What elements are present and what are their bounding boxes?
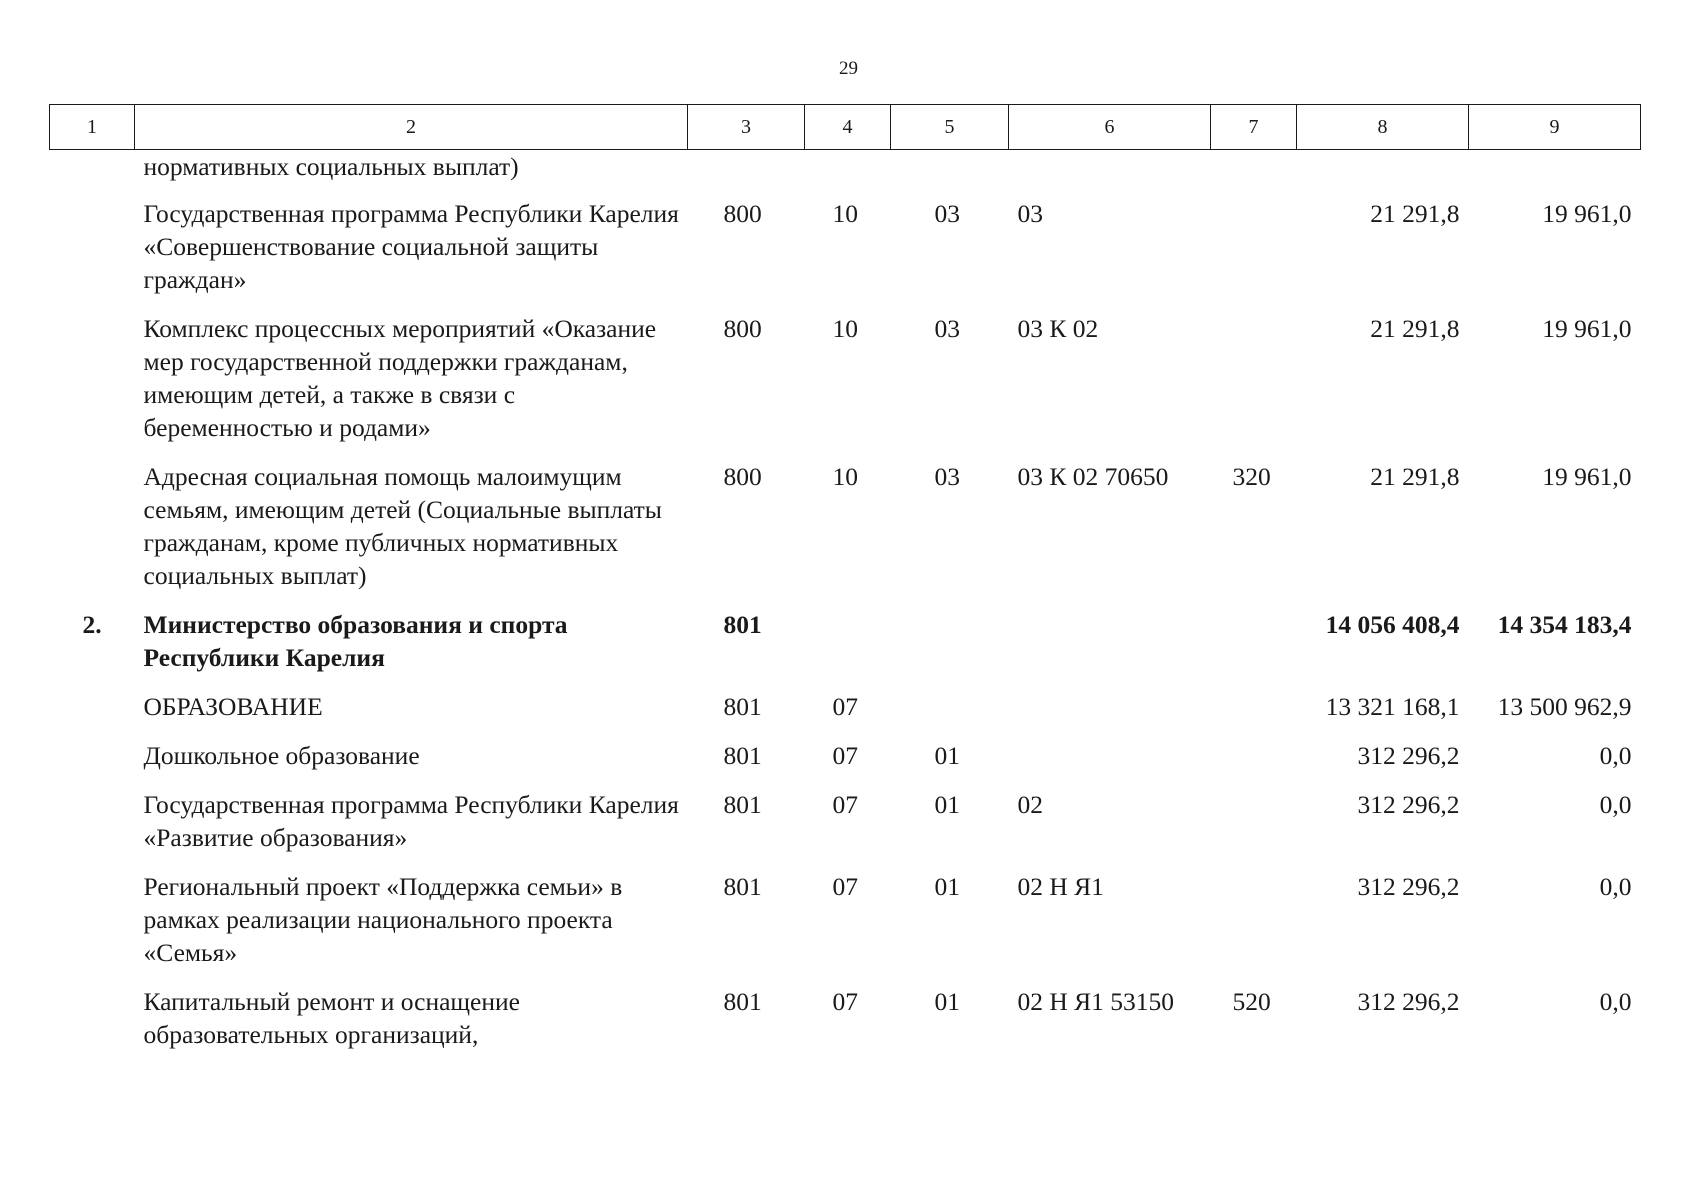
expense-type-code [1211, 150, 1297, 198]
section-code: 07 [832, 741, 858, 770]
ministry-code: 800 [723, 199, 762, 228]
target-article-code: 03 [1017, 199, 1043, 228]
row-number [50, 870, 135, 985]
amount-col-8 [1297, 150, 1469, 198]
target-article-code: 02 Н Я1 53150 [1017, 987, 1175, 1016]
row-name: Капитальный ремонт и оснащение образовательных организаций, [143, 987, 520, 1049]
section-code: 10 [832, 314, 858, 343]
expense-type-code [1211, 739, 1297, 788]
row-name: ОБРАЗОВАНИЕ [143, 692, 323, 721]
table-row [50, 460, 1641, 608]
section-code [805, 150, 891, 198]
ministry-code: 801 [723, 790, 762, 819]
subsection-code: 03 [934, 314, 960, 343]
amount-col-8: 21 291,8 [1370, 314, 1460, 343]
amount-col-9: 0,0 [1599, 872, 1632, 901]
expense-type-code [1211, 197, 1297, 312]
section-code: 10 [832, 462, 858, 491]
amount-col-9 [1469, 150, 1641, 198]
amount-col-9: 0,0 [1599, 790, 1632, 819]
amount-col-9: 13 500 962,9 [1497, 692, 1632, 721]
target-article-code [1009, 608, 1211, 690]
amount-col-8: 312 296,2 [1357, 872, 1460, 901]
amount-col-8: 312 296,2 [1357, 741, 1460, 770]
amount-col-9: 19 961,0 [1542, 199, 1632, 228]
table-row [50, 788, 1641, 870]
subsection-code: 01 [934, 987, 960, 1016]
amount-col-8: 312 296,2 [1357, 987, 1460, 1016]
row-name: Комплекс процессных мероприятий «Оказание мер государственной поддержки гражданам, имеющим детей, а также в связи с беременностью и родами» [143, 314, 657, 442]
table-row [50, 150, 1641, 198]
header-cell: 1 [50, 105, 135, 150]
header-cell: 4 [805, 105, 891, 150]
amount-col-9: 0,0 [1599, 741, 1632, 770]
amount-col-8: 13 321 168,1 [1325, 692, 1460, 721]
row-number [50, 150, 135, 198]
header-cell: 3 [688, 105, 805, 150]
ministry-code: 801 [723, 987, 762, 1016]
expense-type-code [1211, 870, 1297, 985]
subsection-code: 01 [934, 790, 960, 819]
subsection-code: 01 [934, 872, 960, 901]
table-row [50, 985, 1641, 1067]
row-number [50, 460, 135, 608]
section-code: 07 [832, 790, 858, 819]
subsection-code: 03 [934, 199, 960, 228]
header-cell: 8 [1297, 105, 1469, 150]
row-name: нормативных социальных выплат) [143, 152, 519, 181]
row-number [50, 197, 135, 312]
section-code [805, 608, 891, 690]
target-article-code [1009, 739, 1211, 788]
row-number [50, 788, 135, 870]
table-row-ministry [50, 608, 1641, 690]
header-cell: 2 [135, 105, 688, 150]
target-article-code [1009, 690, 1211, 739]
amount-col-9: 14 354 183,4 [1497, 610, 1632, 639]
row-number [50, 985, 135, 1067]
ministry-code: 801 [723, 610, 762, 639]
target-article-code: 02 [1017, 790, 1043, 819]
subsection-code: 03 [934, 462, 960, 491]
amount-col-8: 21 291,8 [1370, 462, 1460, 491]
amount-col-8: 312 296,2 [1357, 790, 1460, 819]
header-cell: 6 [1009, 105, 1211, 150]
table-row [50, 312, 1641, 460]
header-cell: 7 [1211, 105, 1297, 150]
section-code: 10 [832, 199, 858, 228]
target-article-code: 03 К 02 70650 [1017, 462, 1169, 491]
expense-type-code [1211, 312, 1297, 460]
subsection-code [891, 608, 1009, 690]
table-header-row [50, 105, 1641, 150]
row-name: Министерство образования и спорта Республики Карелия [143, 610, 568, 672]
amount-col-9: 19 961,0 [1542, 314, 1632, 343]
ministry-code: 800 [723, 314, 762, 343]
section-code: 07 [832, 987, 858, 1016]
ministry-code: 801 [723, 741, 762, 770]
row-name: Дошкольное образование [143, 741, 420, 770]
table-row [50, 870, 1641, 985]
header-cell: 9 [1469, 105, 1641, 150]
expense-type-code [1211, 690, 1297, 739]
expense-type-code [1211, 788, 1297, 870]
target-article-code: 02 Н Я1 [1017, 872, 1104, 901]
table-row [50, 197, 1641, 312]
row-number [50, 312, 135, 460]
row-number [50, 690, 135, 739]
page-number: 29 [839, 58, 858, 79]
row-name: Государственная программа Республики Карелия «Совершенствование социальной защиты граждан» [143, 199, 679, 294]
row-name: Региональный проект «Поддержка семьи» в рамках реализации национального проекта «Семья» [143, 872, 623, 967]
expense-type-code [1211, 608, 1297, 690]
section-code: 07 [832, 692, 858, 721]
amount-col-9: 19 961,0 [1542, 462, 1632, 491]
ministry-code: 800 [723, 462, 762, 491]
table-row [50, 690, 1641, 739]
expense-type-code: 320 [1232, 462, 1271, 491]
target-article-code [1009, 150, 1211, 198]
subsection-code: 01 [934, 741, 960, 770]
ministry-code [688, 150, 805, 198]
ministry-code: 801 [723, 872, 762, 901]
target-article-code: 03 К 02 [1017, 314, 1099, 343]
row-number: 2. [82, 610, 102, 639]
row-number [50, 739, 135, 788]
budget-table [49, 104, 1641, 1067]
amount-col-8: 14 056 408,4 [1325, 610, 1460, 639]
ministry-code: 801 [723, 692, 762, 721]
subsection-code [891, 150, 1009, 198]
table-row [50, 739, 1641, 788]
expense-type-code: 520 [1232, 987, 1271, 1016]
row-name: Государственная программа Республики Карелия «Развитие образования» [143, 790, 679, 852]
header-cell: 5 [891, 105, 1009, 150]
row-name: Адресная социальная помощь малоимущим семьям, имеющим детей (Социальные выплаты гражданам, кроме публичных нормативных социальных выплат) [143, 462, 662, 590]
section-code: 07 [832, 872, 858, 901]
amount-col-9: 0,0 [1599, 987, 1632, 1016]
subsection-code [891, 690, 1009, 739]
amount-col-8: 21 291,8 [1370, 199, 1460, 228]
